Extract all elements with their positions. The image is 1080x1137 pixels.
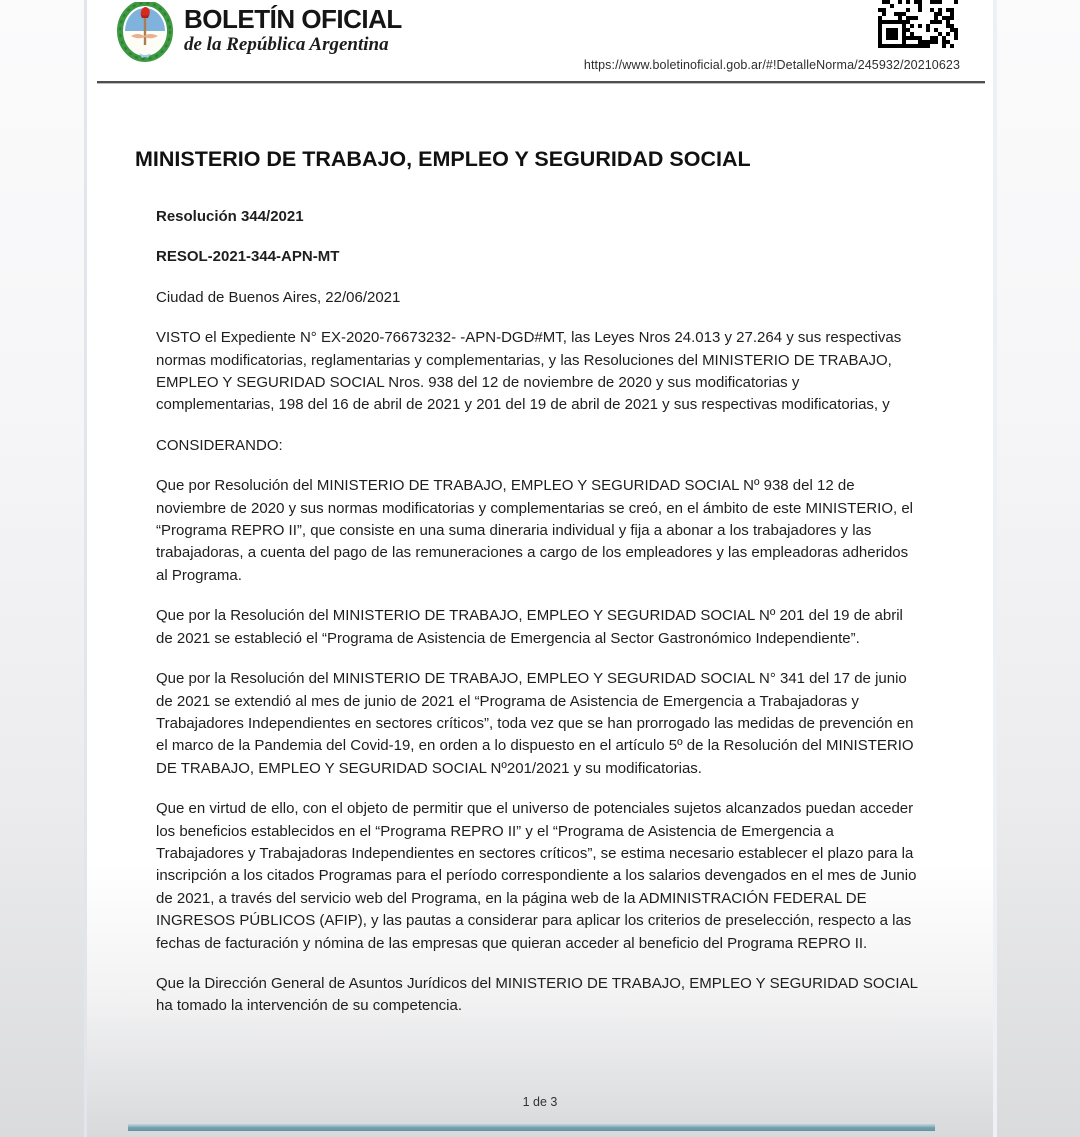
paragraph: Que por la Resolución del MINISTERIO DE TRABAJO, EMPLEO Y SEGURIDAD SOCIAL Nº 201 del 19 de abril de 2021 se estableció el “Programa de Asistencia de Emergencia al Sector Gastronómico Independiente”. [156, 607, 903, 647]
document-title: MINISTERIO DE TRABAJO, EMPLEO Y SEGURIDAD SOCIAL [135, 147, 751, 171]
page-indicator: 1 de 3 [522, 1095, 558, 1109]
paragraph: Resolución 344/2021 [156, 208, 304, 225]
paragraph-list [156, 206, 921, 1018]
paragraph: Que por la Resolución del MINISTERIO DE TRABAJO, EMPLEO Y SEGURIDAD SOCIAL N° 341 del 17 de junio de 2021 se extendió al mes de junio de 2021 el “Programa de Asistencia de Emergencia a Trabajadoras y Trabajadores Independientes en sectores críticos”, toda vez que se han prorrogado las medidas de prevención en el marco de la Pandemia del Covid-19, en orden a lo dispuesto en el artículo 5º de la Resolución del MINISTERIO DE TRABAJO, EMPLEO Y SEGURIDAD SOCIAL Nº201/2021 y su modificatorias. [156, 670, 914, 777]
paragraph: CONSIDERANDO: [156, 436, 283, 454]
bottom-accent-bar [128, 1124, 935, 1131]
argentina-coat-of-arms-icon [117, 2, 173, 64]
paragraph: Que en virtud de ello, con el objeto de permitir que el universo de potenciales sujetos alcanzados puedan acceder los beneficios establecidos en el “Programa REPRO II” y el “Programa de Asistencia de Emergencia a Trabajadores y Trabajadoras Independientes en sectores críticos”, se estima necesario establecer el plazo para la inscripción a los citados Programas para el período correspondiente a los salarios devengados en el mes de Junio de 2021, a través del servicio web del Programa, en la página web de la ADMINISTRACIÓN FEDERAL DE INGRESOS PÚBLICOS (AFIP), y las pautas a considerar para aplicar los criterios de preselección, respecto a las fechas de facturación y nómina de las empresas que quieran acceder al beneficio del Programa REPRO II. [156, 800, 917, 952]
document-page [84, 0, 997, 1137]
document-body [135, 146, 921, 1036]
paragraph: RESOL-2021-344-APN-MT [156, 248, 340, 266]
paragraph: VISTO el Expediente N° EX-2020-76673232- -APN-DGD#MT, las Leyes Nros 24.013 y 27.264 y sus respectivas normas modificatorias, reglamentarias y complementarias, y las Resoluciones del MINISTERIO DE TRABAJO, EMPLEO Y SEGURIDAD SOCIAL Nros. 938 del 12 de noviembre de 2020 y sus modificatorias y complementarias, 198 del 16 de abril de 2021 y 201 del 19 de abril de 2021 y sus respectivas modificatorias, y [156, 329, 902, 414]
document-url: https://www.boletinoficial.gob.ar/#!DetalleNorma/245932/20210623 [583, 58, 960, 72]
header-divider [97, 81, 985, 84]
brand-title: BOLETÍN OFICIAL [184, 4, 402, 34]
paragraph: Que la Dirección General de Asuntos Jurídicos del MINISTERIO DE TRABAJO, EMPLEO Y SEGURIDAD SOCIAL ha tomado la intervención de su competencia. [156, 974, 918, 1015]
paragraph: Que por Resolución del MINISTERIO DE TRABAJO, EMPLEO Y SEGURIDAD SOCIAL Nº 938 del 12 de noviembre de 2020 y sus normas modificatorias y complementarias se creó, en el ámbito de este MINISTERIO, el “Programa REPRO II”, que consiste en una suma dineraria individual y fija a abonar a los trabajadores y las trabajadoras, a cuenta del pago de las remuneraciones a cargo de los empleadores y las empleadoras adheridos al Programa. [156, 477, 913, 584]
brand-block [184, 5, 402, 55]
paragraph: Ciudad de Buenos Aires, 22/06/2021 [156, 288, 401, 306]
brand-subtitle: de la República Argentina [184, 34, 389, 55]
qr-code-icon [878, 0, 958, 48]
